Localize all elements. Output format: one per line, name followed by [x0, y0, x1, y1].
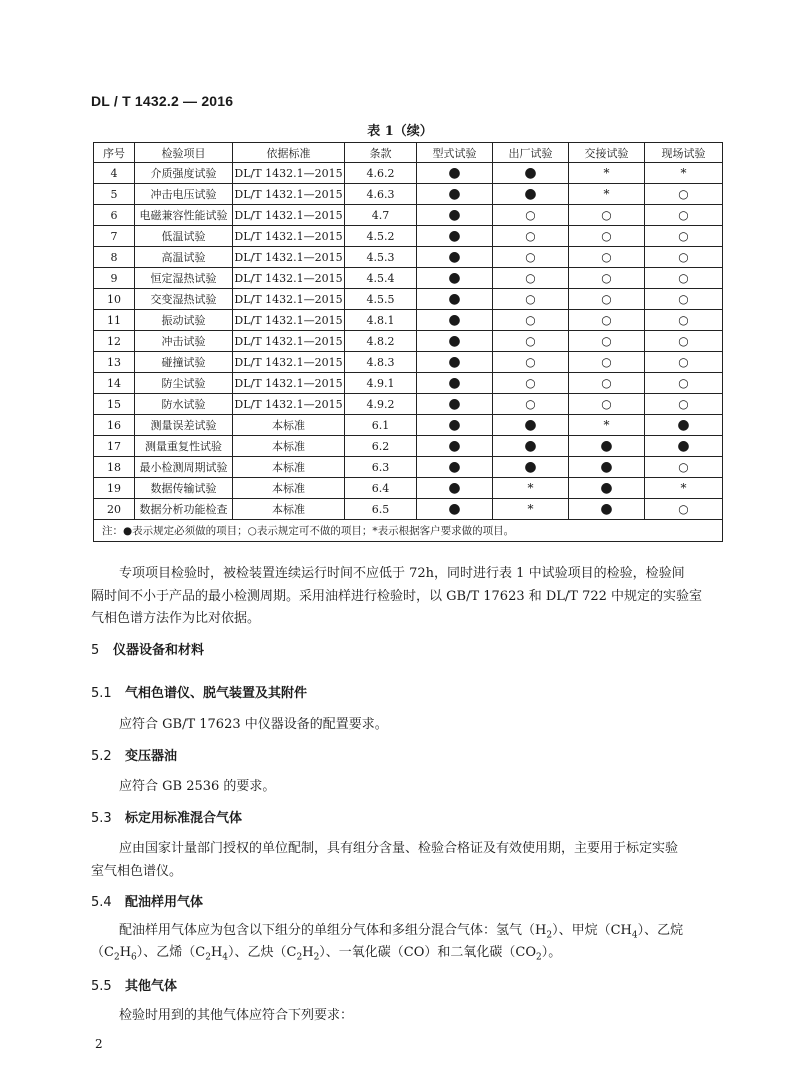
table-row: [94, 205, 723, 226]
section-5-5-number: 5.5: [91, 979, 112, 994]
section-5-4-title: 配油样用气体: [125, 895, 204, 910]
cell-item: 数据传输试验: [135, 478, 233, 499]
filled-circle-icon: ●: [600, 459, 613, 475]
empty-circle-icon: ○: [525, 375, 536, 390]
empty-circle-icon: ○: [678, 312, 689, 327]
cell-type-test: [417, 310, 493, 331]
cell-standard: DL/T 1432.1—2015: [233, 352, 345, 373]
section-5-3-title: 标定用标准混合气体: [125, 811, 243, 826]
empty-circle-icon: ○: [601, 312, 612, 327]
asterisk-icon: *: [680, 480, 687, 495]
cell-field-test: [645, 247, 723, 268]
col-header-item: 检验项目: [135, 143, 233, 163]
cell-type-test: [417, 205, 493, 226]
cell-handover-test: [569, 394, 645, 415]
cell-clause: 6.4: [345, 478, 417, 499]
cell-handover-test: [569, 373, 645, 394]
filled-circle-icon: ●: [448, 480, 461, 496]
filled-circle-icon: ●: [448, 228, 461, 244]
cell-item: 恒定湿热试验: [135, 268, 233, 289]
cell-type-test: [417, 352, 493, 373]
cell-factory-test: [493, 205, 569, 226]
cell-field-test: [645, 331, 723, 352]
empty-circle-icon: ○: [601, 207, 612, 222]
cell-standard: DL/T 1432.1—2015: [233, 331, 345, 352]
cell-no: 16: [94, 415, 135, 436]
cell-type-test: [417, 268, 493, 289]
empty-circle-icon: ○: [525, 207, 536, 222]
filled-circle-icon: ●: [448, 291, 461, 307]
table-header-row: [94, 143, 723, 163]
table-row: [94, 163, 723, 184]
cell-factory-test: [493, 352, 569, 373]
section-5-5-heading: [91, 975, 177, 994]
para1-line3: 气相色谱方法作为比对依据。: [91, 611, 261, 626]
empty-circle-icon: ○: [678, 501, 689, 516]
table-row: [94, 436, 723, 457]
cell-handover-test: [569, 247, 645, 268]
col-header-clause: 条款: [345, 143, 417, 163]
cell-factory-test: [493, 163, 569, 184]
cell-no: 6: [94, 205, 135, 226]
cell-clause: 4.5.3: [345, 247, 417, 268]
cell-standard: 本标准: [233, 457, 345, 478]
empty-circle-icon: ○: [525, 270, 536, 285]
cell-handover-test: [569, 184, 645, 205]
cell-standard: DL/T 1432.1—2015: [233, 373, 345, 394]
cell-standard: DL/T 1432.1—2015: [233, 184, 345, 205]
cell-type-test: [417, 247, 493, 268]
filled-circle-icon: ●: [524, 186, 537, 202]
cell-no: 12: [94, 331, 135, 352]
cell-clause: 4.8.3: [345, 352, 417, 373]
filled-circle-icon: ●: [524, 438, 537, 454]
filled-circle-icon: ●: [448, 354, 461, 370]
section-5-3-line1: 应由国家计量部门授权的单位配制，具有组分含量、检验合格证及有效使用期，主要用于标定实验: [119, 841, 679, 856]
cell-factory-test: [493, 499, 569, 520]
cell-no: 18: [94, 457, 135, 478]
empty-circle-icon: ○: [678, 270, 689, 285]
cell-handover-test: [569, 205, 645, 226]
col-header-field-test: 现场试验: [645, 143, 723, 163]
empty-circle-icon: ○: [678, 249, 689, 264]
filled-circle-icon: ●: [448, 396, 461, 412]
cell-factory-test: [493, 310, 569, 331]
empty-circle-icon: ○: [601, 375, 612, 390]
cell-type-test: [417, 226, 493, 247]
empty-circle-icon: ○: [678, 459, 689, 474]
filled-circle-icon: ●: [600, 501, 613, 517]
table-row: [94, 457, 723, 478]
table-row: [94, 415, 723, 436]
filled-circle-icon: ●: [448, 186, 461, 202]
cell-item: 防水试验: [135, 394, 233, 415]
cell-clause: 4.8.2: [345, 331, 417, 352]
table-row: [94, 310, 723, 331]
section-5-3-line2: 室气相色谱仪。: [91, 864, 183, 879]
cell-field-test: [645, 394, 723, 415]
table-row: [94, 184, 723, 205]
filled-circle-icon: ●: [448, 438, 461, 454]
asterisk-icon: *: [527, 480, 534, 495]
cell-standard: DL/T 1432.1—2015: [233, 310, 345, 331]
cell-handover-test: [569, 268, 645, 289]
cell-clause: 4.8.1: [345, 310, 417, 331]
cell-type-test: [417, 478, 493, 499]
empty-circle-icon: ○: [525, 291, 536, 306]
empty-circle-icon: ○: [525, 228, 536, 243]
col-header-factory-test: 出厂试验: [493, 143, 569, 163]
cell-type-test: [417, 436, 493, 457]
table-row: [94, 394, 723, 415]
cell-field-test: [645, 226, 723, 247]
cell-handover-test: [569, 331, 645, 352]
table-row: [94, 331, 723, 352]
cell-factory-test: [493, 184, 569, 205]
cell-handover-test: [569, 478, 645, 499]
empty-circle-icon: ○: [678, 291, 689, 306]
asterisk-icon: *: [603, 165, 610, 180]
cell-field-test: [645, 373, 723, 394]
cell-factory-test: [493, 226, 569, 247]
cell-type-test: [417, 457, 493, 478]
table-row: [94, 247, 723, 268]
cell-item: 防尘试验: [135, 373, 233, 394]
cell-field-test: [645, 436, 723, 457]
cell-field-test: [645, 268, 723, 289]
empty-circle-icon: ○: [601, 333, 612, 348]
page-number: 2: [95, 1037, 103, 1051]
section-5-4-line1: 配油样用气体应为包含以下组分的单组分气体和多组分混合气体：氢气$(H_2)$、甲烷$(CH_4)$、乙烷: [119, 923, 684, 941]
cell-factory-test: [493, 436, 569, 457]
cell-no: 5: [94, 184, 135, 205]
cell-handover-test: [569, 310, 645, 331]
empty-circle-icon: ○: [601, 396, 612, 411]
cell-handover-test: [569, 226, 645, 247]
section-5-1-heading: [91, 682, 307, 701]
cell-field-test: [645, 310, 723, 331]
asterisk-icon: *: [680, 165, 687, 180]
cell-no: 10: [94, 289, 135, 310]
section-5-2-title: 变压器油: [125, 749, 178, 764]
cell-type-test: [417, 289, 493, 310]
cell-standard: DL/T 1432.1—2015: [233, 205, 345, 226]
cell-item: 碰撞试验: [135, 352, 233, 373]
table-title: 表 1（续）: [367, 124, 433, 139]
cell-field-test: [645, 499, 723, 520]
empty-circle-icon: ○: [678, 375, 689, 390]
filled-circle-icon: ●: [600, 480, 613, 496]
para1-line1: 专项项目检验时，被检装置连续运行时间不应低于 72h，同时进行表 1 中试验项目的检验，检验间: [119, 566, 685, 581]
table-note: 注：●表示规定必须做的项目；○表示规定可不做的项目；*表示根据客户要求做的项目。: [94, 520, 723, 542]
cell-field-test: [645, 289, 723, 310]
table-row: [94, 268, 723, 289]
cell-clause: 6.2: [345, 436, 417, 457]
filled-circle-icon: ●: [448, 249, 461, 265]
cell-factory-test: [493, 373, 569, 394]
cell-clause: 4.9.2: [345, 394, 417, 415]
table-body: [94, 163, 723, 520]
table-row: [94, 499, 723, 520]
section-5-1-number: 5.1: [91, 686, 112, 701]
cell-field-test: [645, 184, 723, 205]
filled-circle-icon: ●: [448, 459, 461, 475]
cell-item: 电磁兼容性能试验: [135, 205, 233, 226]
cell-item: 数据分析功能检查: [135, 499, 233, 520]
cell-type-test: [417, 331, 493, 352]
empty-circle-icon: ○: [601, 270, 612, 285]
cell-type-test: [417, 394, 493, 415]
empty-circle-icon: ○: [678, 396, 689, 411]
table-row: [94, 226, 723, 247]
cell-item: 测量重复性试验: [135, 436, 233, 457]
filled-circle-icon: ●: [677, 438, 690, 454]
asterisk-icon: *: [527, 501, 534, 516]
empty-circle-icon: ○: [525, 249, 536, 264]
filled-circle-icon: ●: [524, 165, 537, 181]
cell-type-test: [417, 499, 493, 520]
cell-standard: DL/T 1432.1—2015: [233, 226, 345, 247]
section-5-heading: [91, 639, 204, 658]
cell-standard: DL/T 1432.1—2015: [233, 289, 345, 310]
cell-handover-test: [569, 436, 645, 457]
filled-circle-icon: ●: [448, 417, 461, 433]
cell-handover-test: [569, 415, 645, 436]
standard-code: DL / T 1432.2 — 2016: [91, 93, 234, 109]
cell-standard: DL/T 1432.1—2015: [233, 268, 345, 289]
empty-circle-icon: ○: [678, 333, 689, 348]
col-header-type-test: 型式试验: [417, 143, 493, 163]
cell-no: 7: [94, 226, 135, 247]
cell-standard: DL/T 1432.1—2015: [233, 247, 345, 268]
section-5-4-line2: $(C_2H_6)$、乙烯$(C_2H_4)$、乙炔$(C_2H_2)$、一氧化碳（CO）和二氧化碳$(CO_2)$。: [91, 945, 562, 963]
cell-no: 9: [94, 268, 135, 289]
section-5-3-heading: [91, 807, 242, 826]
cell-factory-test: [493, 394, 569, 415]
cell-type-test: [417, 184, 493, 205]
section-5-2-number: 5.2: [91, 749, 112, 764]
cell-field-test: [645, 415, 723, 436]
empty-circle-icon: ○: [525, 354, 536, 369]
section-5-4-number: 5.4: [91, 895, 112, 910]
filled-circle-icon: ●: [677, 417, 690, 433]
cell-type-test: [417, 415, 493, 436]
test-items-table: [93, 142, 723, 542]
section-5-1-title: 气相色谱仪、脱气装置及其附件: [125, 686, 308, 701]
empty-circle-icon: ○: [601, 249, 612, 264]
cell-factory-test: [493, 415, 569, 436]
cell-factory-test: [493, 478, 569, 499]
empty-circle-icon: ○: [601, 291, 612, 306]
section-5-4-heading: [91, 891, 203, 910]
filled-circle-icon: ●: [524, 417, 537, 433]
cell-field-test: [645, 205, 723, 226]
filled-circle-icon: ●: [524, 459, 537, 475]
cell-no: 20: [94, 499, 135, 520]
filled-circle-icon: ●: [448, 375, 461, 391]
cell-item: 介质强度试验: [135, 163, 233, 184]
cell-no: 8: [94, 247, 135, 268]
cell-standard: 本标准: [233, 499, 345, 520]
empty-circle-icon: ○: [525, 333, 536, 348]
cell-no: 14: [94, 373, 135, 394]
empty-circle-icon: ○: [525, 312, 536, 327]
cell-item: 交变湿热试验: [135, 289, 233, 310]
cell-standard: DL/T 1432.1—2015: [233, 163, 345, 184]
cell-standard: 本标准: [233, 415, 345, 436]
cell-item: 冲击电压试验: [135, 184, 233, 205]
cell-handover-test: [569, 499, 645, 520]
empty-circle-icon: ○: [678, 186, 689, 201]
filled-circle-icon: ●: [448, 333, 461, 349]
empty-circle-icon: ○: [601, 228, 612, 243]
filled-circle-icon: ●: [448, 207, 461, 223]
section-5-title: 仪器设备和材料: [113, 643, 205, 658]
cell-factory-test: [493, 268, 569, 289]
cell-factory-test: [493, 331, 569, 352]
cell-item: 最小检测周期试验: [135, 457, 233, 478]
cell-field-test: [645, 457, 723, 478]
cell-clause: 4.6.3: [345, 184, 417, 205]
cell-no: 4: [94, 163, 135, 184]
cell-no: 11: [94, 310, 135, 331]
cell-clause: 4.5.2: [345, 226, 417, 247]
empty-circle-icon: ○: [678, 228, 689, 243]
cell-clause: 4.9.1: [345, 373, 417, 394]
asterisk-icon: *: [603, 417, 610, 432]
col-header-no: 序号: [94, 143, 135, 163]
cell-clause: 4.5.4: [345, 268, 417, 289]
cell-standard: 本标准: [233, 478, 345, 499]
cell-item: 高温试验: [135, 247, 233, 268]
cell-item: 振动试验: [135, 310, 233, 331]
cell-handover-test: [569, 352, 645, 373]
empty-circle-icon: ○: [678, 207, 689, 222]
section-5-1-text: 应符合 GB/T 17623 中仪器设备的配置要求。: [119, 717, 388, 732]
empty-circle-icon: ○: [601, 354, 612, 369]
cell-standard: DL/T 1432.1—2015: [233, 394, 345, 415]
empty-circle-icon: ○: [678, 354, 689, 369]
cell-item: 冲击试验: [135, 331, 233, 352]
cell-handover-test: [569, 457, 645, 478]
section-5-5-title: 其他气体: [125, 979, 178, 994]
filled-circle-icon: ●: [448, 270, 461, 286]
filled-circle-icon: ●: [448, 312, 461, 328]
cell-clause: 4.7: [345, 205, 417, 226]
cell-field-test: [645, 163, 723, 184]
cell-clause: 6.3: [345, 457, 417, 478]
cell-field-test: [645, 352, 723, 373]
cell-clause: 4.6.2: [345, 163, 417, 184]
table-row: [94, 373, 723, 394]
section-5-number: 5: [91, 643, 100, 658]
cell-factory-test: [493, 289, 569, 310]
section-5-2-heading: [91, 745, 177, 764]
cell-no: 13: [94, 352, 135, 373]
filled-circle-icon: ●: [448, 501, 461, 517]
cell-item: 低温试验: [135, 226, 233, 247]
cell-no: 15: [94, 394, 135, 415]
section-5-5-text: 检验时用到的其他气体应符合下列要求：: [119, 1008, 354, 1023]
cell-type-test: [417, 163, 493, 184]
cell-type-test: [417, 373, 493, 394]
cell-no: 19: [94, 478, 135, 499]
asterisk-icon: *: [603, 186, 610, 201]
cell-clause: 4.5.5: [345, 289, 417, 310]
cell-standard: 本标准: [233, 436, 345, 457]
table-row: [94, 352, 723, 373]
filled-circle-icon: ●: [600, 438, 613, 454]
section-5-3-number: 5.3: [91, 811, 112, 826]
cell-handover-test: [569, 289, 645, 310]
cell-handover-test: [569, 163, 645, 184]
empty-circle-icon: ○: [525, 396, 536, 411]
cell-clause: 6.1: [345, 415, 417, 436]
cell-factory-test: [493, 457, 569, 478]
cell-clause: 6.5: [345, 499, 417, 520]
para1-line2: 隔时间不小于产品的最小检测周期。采用油样进行检验时，以 GB/T 17623 和 DL/T 722 中规定的实验室: [91, 589, 703, 604]
cell-field-test: [645, 478, 723, 499]
section-5-2-text: 应符合 GB 2536 的要求。: [119, 779, 276, 794]
filled-circle-icon: ●: [448, 165, 461, 181]
cell-factory-test: [493, 247, 569, 268]
table-row: [94, 478, 723, 499]
table-row: [94, 289, 723, 310]
col-header-standard: 依据标准: [233, 143, 345, 163]
cell-no: 17: [94, 436, 135, 457]
cell-item: 测量误差试验: [135, 415, 233, 436]
col-header-handover-test: 交接试验: [569, 143, 645, 163]
table-note-row: [94, 520, 723, 542]
